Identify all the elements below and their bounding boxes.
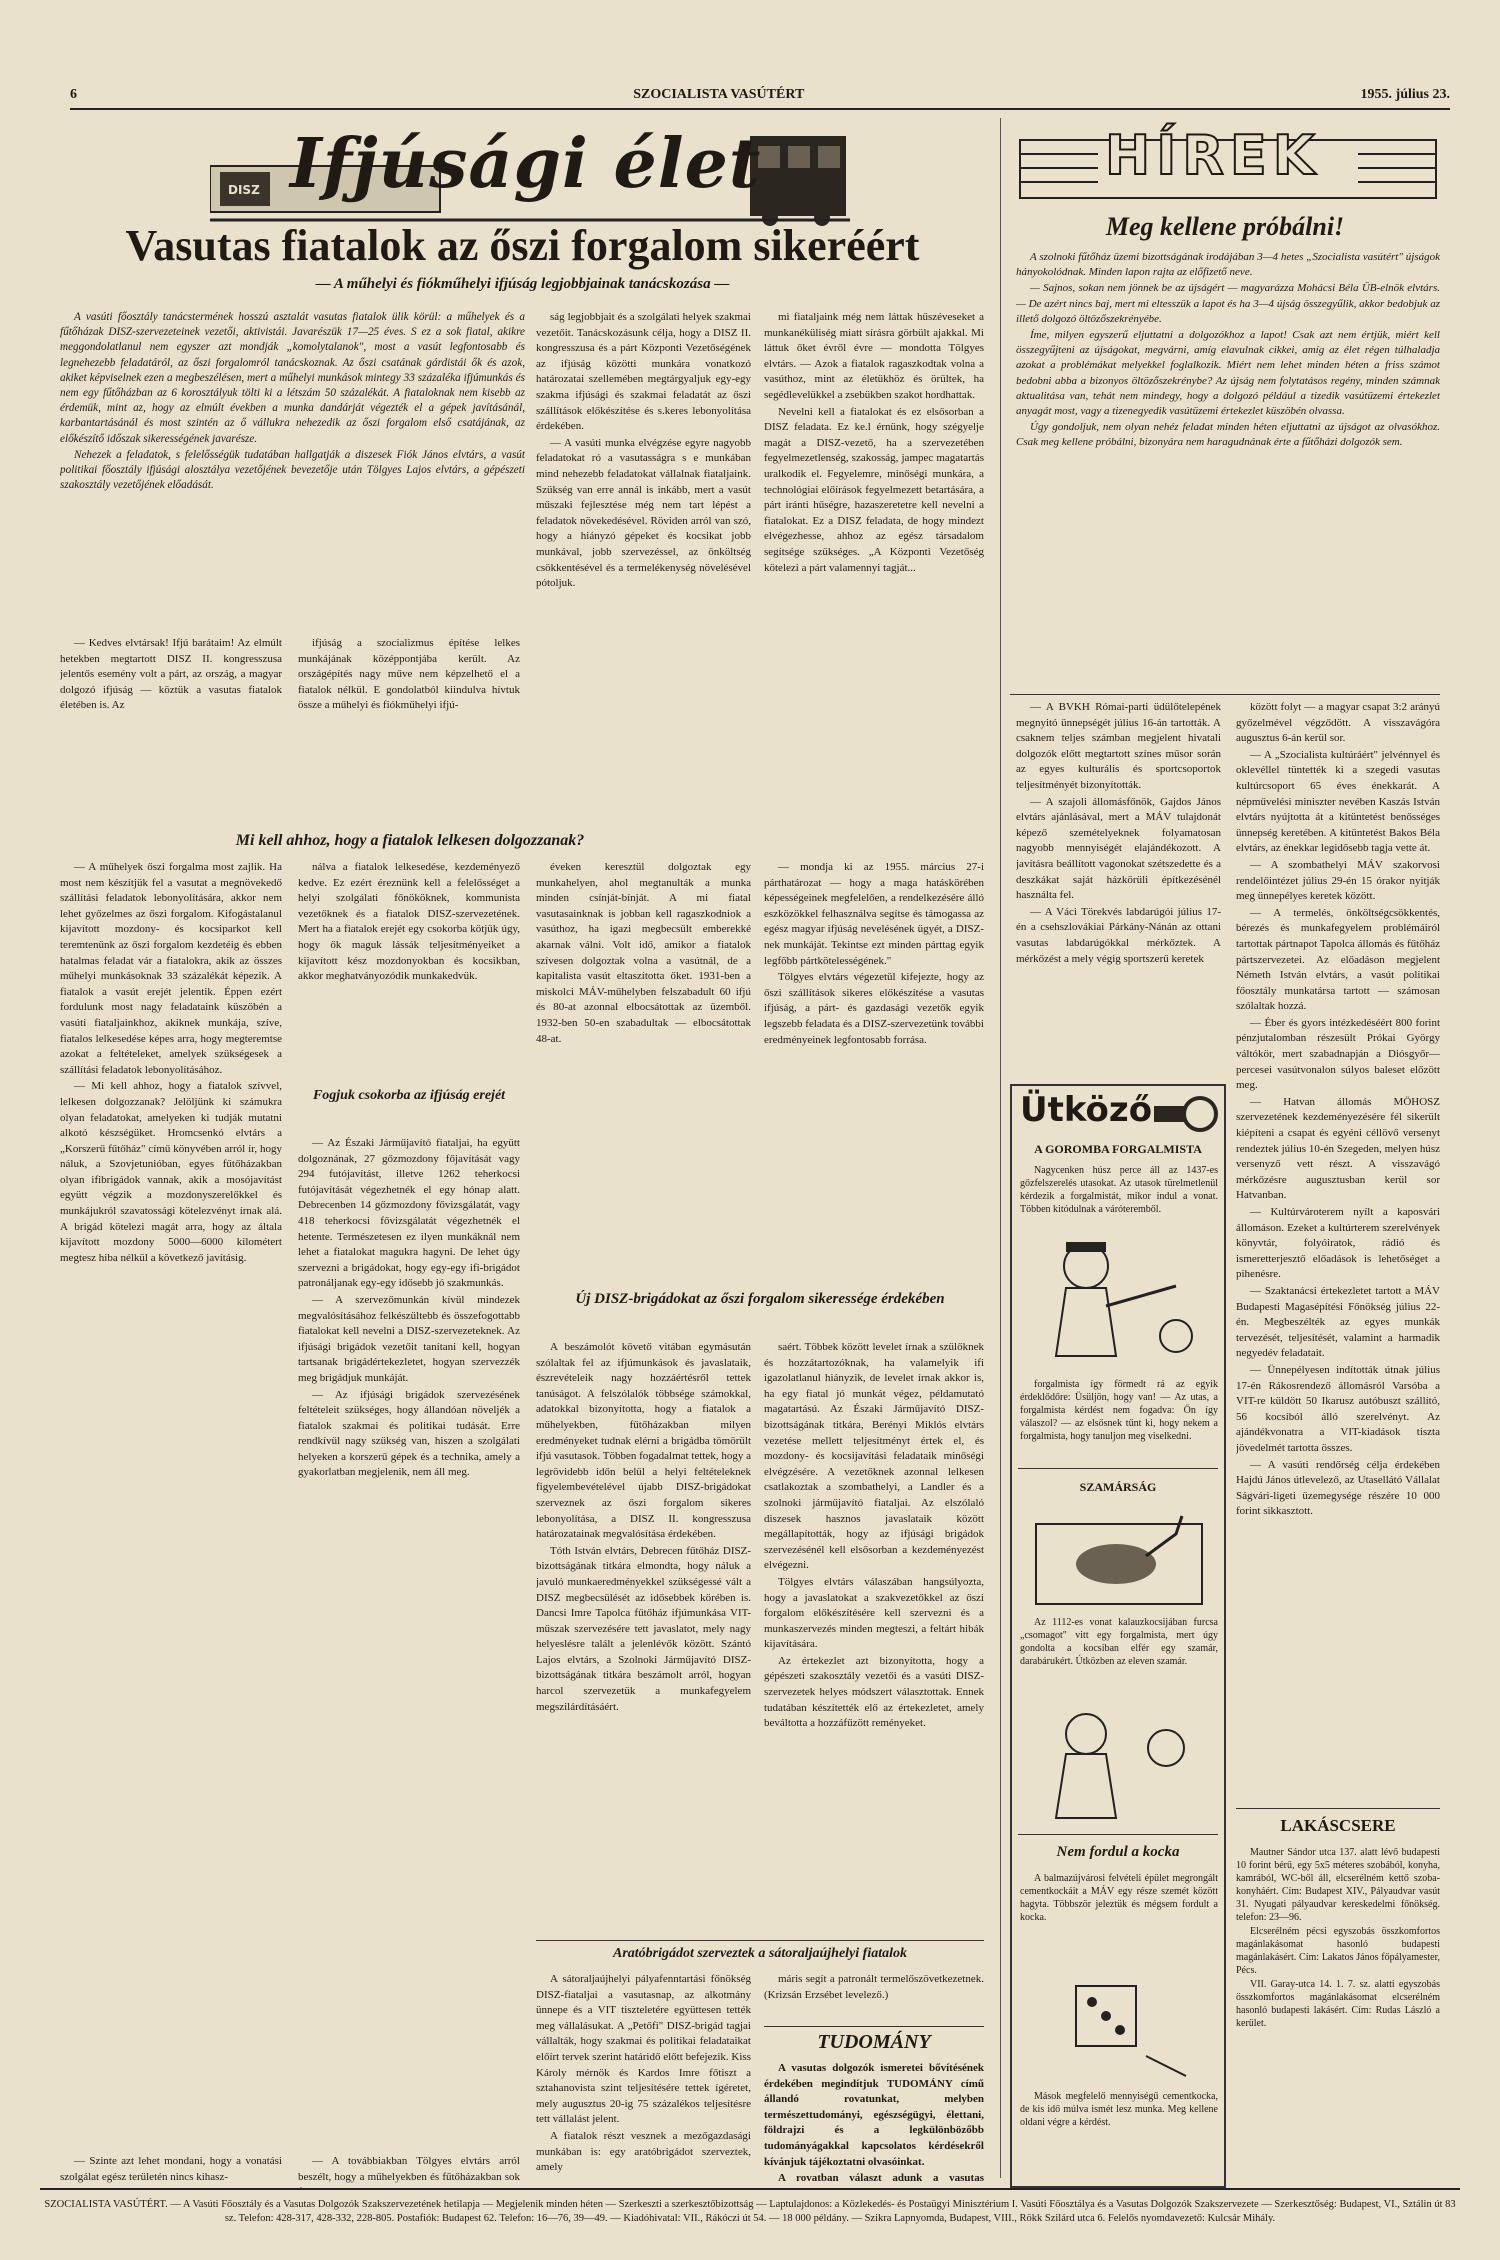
utkozo-item-text	[1020, 2090, 1218, 2184]
sub-article-column	[536, 1972, 751, 2188]
body-paragraph: A vasutas dolgozók ismeretei bővítésének érdekében megindítjuk TUDOMÁNY című állandó rovatunkat, melyben természettudományi, egészségügyi, élettani, földrajzi és a legkülönbözőbb tudományágakkal kapcsolatos kérdésekről kívánjuk tájékoztatni olvasóinkat.	[764, 2062, 984, 2168]
utkozo-item-title: A GOROMBA FORGALMISTA	[1034, 1142, 1202, 1156]
utkozo-paragraph: A balmazújvárosi felvételi épület megrongált cementkockáit a MÁV egy része szemét között hagyta. Többször jeleztük és mégsem fordult a kocka.	[1020, 1873, 1218, 1923]
lead-body-column	[536, 860, 751, 1280]
news-item: között folyt — a magyar csapat 3:2 arányú győzelmével végződött. A visszavágóra augusztus 6-án kerül sor.	[1236, 701, 1440, 745]
body-paragraph: A sátoraljaújhelyi pályafenntartási főnökség DISZ-fiataljai a vasutasnap, az alkotmány ünnepe és a VIT tiszteletére együttesen tették meg vállalásukat. A „Petőfi" DISZ-brigád tagjai vállalták, hogy szakmai és politikai feladataikat előírt tervek szerint határidő előtt befejezik. Kiss Károly mérnök és Kardos Imre főtiszt a sztahanovista szint teljesítésére tettek ígéretet, mely augusztus 20-ig 75 százalékos teljesítésre tett vállalást jelent.	[536, 1973, 751, 2126]
body-paragraph: A rovatban választ adunk a vasutas	[778, 2172, 984, 2185]
lead-body-column	[298, 1136, 520, 2156]
page-number: 6	[70, 87, 77, 102]
utkozo-paragraph: forgalmista így förmedt rá az egyik érdeklődőre: Üsüljön, hogy van! — Az utas, a forgalmista kérdést nem fogadva: Ön így válaszol? — az elsősnek tűnt ki, hogy nekem a forgalmista, hogy tanuljon meg viselkedni.	[1020, 1379, 1218, 1442]
lakascsere-item: VII. Garay-utca 14. 1. 7. sz. alatti egyszobás összkomfortos magánlakásomat elcserélném hasonló budapesti lakásért. Cím: Rudas László a kerület.	[1236, 1979, 1440, 2029]
youth-life-section	[60, 118, 985, 2188]
news-item: — A szombathelyi MÁV szakorvosi rendelőintézet július 29-én 15 órakor nyitják meg ünnepélyes keretek között.	[1236, 858, 1440, 903]
news-section	[1010, 118, 1450, 2188]
sub-article-tail	[764, 1972, 984, 2022]
body-paragraph: ság legjobbjait és a szolgálati helyek szakmai vezetőit. Tanácskozásunk célja, hogy a DISZ II. kongresszusa és a párt Központi Vezetőségének az ifjúság közötti munkára vonatkozó határozatai szellemében megtárgyaljuk egy-egy szakma ifjúsági és szakmai feladatát az őszi szállítások előkészítése és s.keres lebonyolítása érdekében.	[536, 311, 751, 433]
utkozo-divider	[1018, 1468, 1218, 1469]
body-paragraph: ifjúság a szocializmus építése lelkes munkájának középpontjába került. Az országépítés nagy műve nem képzelhető el a fiatalok nélkül. E gondolatból kiindulva hívtuk össze a műhelyi és fiókműhelyi ifjú-	[298, 637, 520, 712]
body-paragraph: — mondja ki az 1955. március 27-i párthatározat — hogy a maga hatáskörében képességeinek megfelelően, a rendelkezésére álló eszközökkel felhasználva segítse és támogassa az egész magyar ifjúság nevelésének ügyét, a DISZ-nek munkáját. Tekintse ezt minden párttag egyik legfőbb pártkötelességének."	[764, 861, 984, 967]
news-item: — A Váci Törekvés labdarúgói július 17-én a csehszlovákiai Párkány-Nánán az ottani vasutas labdarúgókkal mérkőztek. A mérkőzést a mely végig sportszerű keretek	[1016, 905, 1221, 965]
body-paragraph: nálva a fiatalok lelkesedése, kezdeményező kedve. Ez ezért éreznünk kell a felelősséget a helyi szolgálati főnököknek, kommunista vezetőknek és a fiatalok DISZ-szervezetének. Mert ha a fiatalok erejét egy csokorba kötjük úgy, hogy ők maguk lássák teljesítményeiket a kijavított kész mozdonyokban és kocsikban, akkor meghatványozódik munkakedvük.	[298, 861, 520, 983]
lead-body-column	[764, 310, 984, 832]
feature-paragraph: A szolnoki fűtőház üzemi bizottságának irodájában 3—4 hetes „Szocialista vasútért" újságok hányokolódnak. Minden lapon rajta az előfizető neve.	[1016, 251, 1440, 279]
body-paragraph: A beszámolót követő vitában egymásután szólaltak fel az ifjúmunkások és javaslataik, észrevételeik nagy hozzáértésről tettek tanúságot. A felszólalók többsége számokkal, adatokkal bizonyította, hogy a fiatalok a műhelyekben, fűtőházakban milyen eredményeket tudnak elérni a brigádba tömörült ifjú vasutasok. Többen fogadalmat tettek, hogy a legrövidebb időn belül a helyi feltételeknek figyelembevételével újabb DISZ-brigádokat szerveznek az őszi forgalom sikeres lebonyolítása, a DISZ II. kongresszusa határozatainak megvalósítása érdekében.	[536, 1341, 751, 1541]
body-paragraph: máris segít a patronált termelőszövetkezetnek. (Krizsán Erzsébet levelező.)	[764, 1973, 984, 2001]
masthead	[70, 82, 1450, 108]
subsection-heading: Új DISZ-brigádokat az őszi forgalom sikeressége érdekében	[575, 1291, 945, 1307]
news-column-right	[1236, 700, 1440, 1800]
intro-paragraph: Nehezek a feladatok, s felelősségük tudatában hallgatják a diszesek Fiók János elvtárs, a vasút politikai főosztály ifjúsági alosztálya vezetőjének bevezetője után Tölgyes Lajos elvtárs, a gépészeti szakosztály vezetőjének előadását.	[60, 448, 525, 492]
sub-article-headline: Aratóbrigádot szerveztek a sátoraljaújhelyi fiatalok	[612, 1946, 907, 1961]
news-item: — Szaktanácsi értekezletet tartott a MÁV Budapesti Magasépítési Főnökség július 22-én. Megbeszélték az egyes munkák tervezését, teljesítését, valamint a harmadik negyedév feladatait.	[1236, 1284, 1440, 1360]
tudomany-title: TUDOMÁNY	[817, 2031, 931, 2053]
news-item: — Hatvan állomás MÖHOSZ szervezetének kezdeményezésére fél sikerült kiépíteni a csapat és egyéni céllövő versenyt rendeztek július 10-én Szegeden, melyen húsz versenyző vett részt. A visszavágó mérkőzésre augusztusban kerül sor Hatvanban.	[1236, 1095, 1440, 1202]
tudomany-box	[764, 2026, 984, 2188]
body-paragraph: Az értekezlet azt bizonyította, hogy a gépészeti szakosztály vezetői és a vasúti DISZ-szervezetek helyes módszert választottak. Ennek tudatában készítették elő az értekezletet, amely beváltotta a hozzáfűzött reményeket.	[764, 1654, 984, 1730]
lead-body-column	[536, 1340, 751, 1936]
tudomany-body	[764, 2061, 984, 2189]
subsection-heading: Mi kell ahhoz, hogy a fiatalok lelkesen dolgozzanak?	[235, 832, 585, 849]
news-item: — A vasúti rendőrség célja érdekében Hajdú János útlevelező, az Utasellátó Vállalat Ságvári-ligeti üzemegysége részére 10 000 forint sikkasztott.	[1236, 1458, 1440, 1518]
utkozo-box	[1010, 1084, 1226, 2188]
lakascsere-column	[1236, 1846, 1440, 2188]
lead-subhead: — A műhelyi és fiókműhelyi ifjúság legjobbjainak tanácskozása —	[315, 276, 730, 292]
utkozo-paragraph: Nagycenken húsz perce áll az 1437-es gőzfelszerelés utasokat. Az utasok türelmetlenül kérdezik a forgalmistát, mikor indul a vonat. Többen kitódulnak a váróteremből.	[1020, 1165, 1218, 1215]
news-item: — A szajoli állomásfőnök, Gajdos János elvtárs ajánlásával, mert a MÁV tulajdonát képező szemételyeknek folyamatosan nagyobb mennyiségét elajándékozott. A javításra beállított vagonokat szétszedette és a deszkákat saját házkörüli építkezésénél használta fel.	[1016, 795, 1221, 902]
lakascsere-divider	[1236, 1808, 1440, 1809]
dice-illustration	[1026, 1966, 1212, 2086]
body-paragraph: A fiatalok részt vesznek a mezőgazdasági munkában is: egy aratóbrigádot szerveztek, amely	[536, 2129, 751, 2174]
column-separator	[1000, 118, 1001, 2178]
utkozo-item-title: Nem fordul a kocka	[1056, 1844, 1180, 1860]
feature-paragraph: — Sajnos, sokan nem jönnek be az újságért — magyarázza Mohácsi Béla ÜB-elnök elvtárs. — De azért nincs baj, mert mi eltesszük a lapot és ha 3—4 újság összegyűlik, akkor bedobjuk az illető dolgozó öltözőszekrényébe.	[1016, 282, 1440, 325]
utkozo-item-text	[1020, 1616, 1218, 1696]
body-paragraph: — A továbbiakban Tölgyes elvtárs arról beszélt, hogy a műhelyekben és fűtőházakban sok	[298, 2155, 520, 2183]
utkozo-paragraph: Mások megfelelő mennyiségű cementkocka, de kis idő múlva ismét lesz munka. Meg kellene oldani végre a kérdést.	[1020, 2091, 1218, 2128]
goroma-forgalmista-illustration	[1026, 1226, 1212, 1376]
utkozo-item-text	[1020, 1164, 1218, 1224]
body-paragraph: mi fiataljaink még nem láttak hűszéveseket a munkanéküliség miatt sírásra görbült ajakkal. Mi láttuk őket évről évre — mondotta Tölgyes elvtárs. — Azok a fiatalok ragaszkodtak volna a vasúthoz, mint az életükhöz és örültek, ha segédlevelükkel a zsebükben szakot hordhattak.	[764, 311, 984, 401]
body-paragraph: saért. Többek között levelet írnak a szülőknek és hozzátartozóknak, ha valamelyik ifi igazolatlanul hiányzik, de levelet írnak akkor is, ha egy fiatal jó munkát végez, példamutató magatartású. Az Északi Járműjavító DISZ-bizottságának titkára, Berényi Miklós elvtárs vezetése mellett teljesítményt értek el, és mozdony- és kocsijavítási feladataik minőségi elvégzésére. A vezetőknek azonnal lelkesen csatlakoztak a szombathelyi, a Landler és a szolnoki járműjavító fiataljai. Az elszólaló diszesek hasznos javaslataik között megállapították, hogy az ifjúsági brigádok szervezésénél kell elsősorban a kezdeményezést elvégezni.	[764, 1341, 984, 1572]
body-paragraph: — Kedves elvtársak! Ifjú barátaim! Az elmúlt hetekben megtartott DISZ II. kongresszusa jelentős esemény volt a párt, az ország, a magyar dolgozó ifjúság — köztük a vasutas fiatalok életében is. Az	[60, 637, 282, 712]
footer-imprint	[40, 2188, 1460, 2242]
utkozo-item-title: SZAMÁRSÁG	[1079, 1480, 1157, 1494]
body-paragraph: — Szinte azt lehet mondani, hogy a vonatási szolgálat egész területén nincs kihasz-	[60, 2155, 282, 2183]
utkozo-paragraph: Az 1112-es vonat kalauzkocsijában furcsa „csomagot" vitt egy forgalmista, mert úgy gondolta a kocsiban elfér egy szamár, darabárukért. Útközben az eleven szamár.	[1020, 1617, 1218, 1667]
lead-headline: Vasutas fiatalok az őszi forgalom sikeréért	[125, 221, 920, 270]
lead-intro	[60, 310, 525, 630]
lakascsere-title: LAKÁSCSERE	[1280, 1816, 1396, 1835]
footer-text: SZOCIALISTA VASÚTÉRT. — A Vasúti Főosztály és a Vasutas Dolgozók Szakszervezetének hetilapja — Megjelenik minden héten — Szerkeszti a szerkesztőbizottság — Laptulajdonos: a Közlekedés- és Postaügyi Minisztérium I. Vasúti Főosztálya és a Vasutas Dolgozók Szakszervezete — Szerkesztőség: Budapest, VI., Sztálin út 83 sz. Telefon: 428-317, 428-332, 228-805. Postafiók: Budapest 62. Telefon: 16—76, 39—49. — Kiadóhivatal: VII., Rákóczi út 54. — 18 000 példány. — Szikra Lapnyomda, Budapest, VIII., Rökk Szilárd utca 6. Felelős nyomdavezető: Kulcsár Mihály.	[44, 2199, 1456, 2224]
body-paragraph: — A műhelyek őszi forgalma most zajlik. Ha most nem készítjük fel a vasutat a megnövekedő szállítási feladatok lebonyolítására, akkor nem lehet győzelmes az őszi forgalom. Kifogástalanul kijavított mozdony- és kocsiparkot kell teremtenünk az őszi forgalom kezdetéig és ebben hatalmas feladat vár a fiatalokra, akik az összes műhelyi munkásoknak 33 százalékát képezik. A fiatalok a vasút erejét jelentik. Éppen ezért fordulunk most nagy feladataink küszöbén a vasúti fiataljainkhoz, akiknek munkája, szíve, fiatalos lelkesedése képes arra, hogy megteremtse azokat a feltételeket, amelyek szükségesek a szállítási feladatok lebonyolításához.	[60, 861, 282, 1076]
feature-body	[1016, 250, 1440, 690]
utkozo-item-text	[1020, 1872, 1218, 1962]
lead-body-column	[298, 860, 520, 1080]
feature-headline: Meg kellene próbálni!	[1105, 212, 1345, 241]
news-divider	[1010, 694, 1440, 695]
lakascsere-item: Mautner Sándor utca 137. alatt lévő budapesti 10 forint bérű, egy 5x5 méteres szobából, konyha, kamrából, WC-ből áll, elcserélném kettő szoba-konyháért. Cím: Budapest XIV., Pályaudvar vasút 31. Nyugati pályaudvar kereskedelmi főnökség. telefon: 23—96.	[1236, 1847, 1440, 1923]
subsection-heading: Fogjuk csokorba az ifjúság erejét	[312, 1088, 506, 1103]
lead-body-column	[536, 310, 751, 832]
article-divider	[536, 1940, 984, 1941]
news-item: — Kultúrvároterem nyílt a kaposvári állomáson. Ezeket a kultúrterem szerelvények könyvtár, folyóiratok, rádió és ismeretterjesztő előadások is lehetőséget a pihenésre.	[1236, 1206, 1440, 1281]
feature-paragraph: Úgy gondoljuk, nem olyan nehéz feladat minden héten eljuttatni az újságot az olvasókhoz. Csak meg kellene próbálni, bizonyára nem haragudnának érte a fűtőházi dolgozók sem.	[1016, 421, 1440, 449]
news-item: — Éber és gyors intézkedéséért 800 forint pénzjutalomban részesült Prókai György váltókör, mert szabadnapján a Diósgyőr—percesei vasútvonalon súlyos baleset előzött meg.	[1236, 1016, 1440, 1092]
body-paragraph: éveken keresztül dolgoztak egy munkahelyen, ahol megtanulták a munka minden csínját-bínját. A mi fiatal vasutasainknak is jobban kell ragaszkodniok a vasúthoz, ha igazi megbecsült emberekké akarnak válni. Volt idő, amikor a fiatalok szívesen dolgoztak volna a vasútnál, de a kapitalista vasút eltaszította őket. 1931-ben a miskolci MÁV-műhelyben felszabadult 60 ifjú és 80-at azonnal elbocsátottak az üzemből. 1932-ben 50-en szabadultak — elbocsátottak 48-at.	[536, 861, 751, 1045]
body-paragraph: — A vasúti munka elvégzése egyre nagyobb feladatokat ró a vasutasságra s e munkában mind nehezebb feladatokat vállalnak fiataljaink. Szükség van erre annál is inkább, mert a vasút műszaki fejlesztése még nem tart lépést a feladatok növekedésével. Röviden arról van szó, hogy a hiányzó gépeket és kocsikat jobb munkával, jobb szervezéssel, az önköltség csökkentésével és a termelékenység növelésével pótoljuk.	[536, 436, 751, 590]
utkozo-item-text	[1020, 1378, 1218, 1464]
feature-paragraph: Íme, milyen egyszerű eljuttatni a dolgozókhoz a lapot! Csak azt nem értjük, miért kell összegyűjteni az újságokat, megvárni, amíg elavulnak cikkei, amíg az élet régen túlhaladja azokat a problémákat melyekkel foglalkozik. Miért nem lehet minden héten a friss számot bedobni abba a bizonyos öltözőszekrénybe? Az újság nem folytatásos regény, minden számnak aktualitása van, tehát nem mindegy, hogy a dolgozó például a tizedik vasútüzemi értekezlet anyagát most, vagy a tizenegyedik vasútüzemi értekezlet küszöbén olvassa.	[1016, 329, 1440, 418]
lead-body-column	[298, 636, 520, 836]
utkozo-divider	[1018, 1834, 1218, 1835]
body-paragraph: Tóth István elvtárs, Debrecen fűtőház DISZ-bizottságának titkára elmondta, hogy náluk a javuló munkaeredményekkel szükségessé vált a DISZ megbecsülését az idősebbek körében is. Dancsi Imre Tapolca fűtőház ifjúmunkása VIT-műszak szervezésére tett javaslatot, mely nagy helyeslésre talált a jelenlévők között. Szántó Lajos elvtárs, a Szolnoki Járműjavító DISZ-bizottságának titkára beszámolt arról, hogyan harcol szervezetük a munkafegyelem megszilárdításáért.	[536, 1544, 751, 1713]
body-paragraph: — Az ifjúsági brigádok szervezésének feltételeit szükséges, hogy állandóan növeljék a fiatalok szakmai és politikai tudását. Erre rendkívül nagy szükség van, hiszen a szolgálati helyeken a korszerű gépek és a technika, amely a gyakorlatban megjelenik, nem áll meg.	[298, 1388, 520, 1479]
lead-body-column	[60, 2154, 282, 2188]
lead-body-column	[764, 1340, 984, 1936]
news-item: — Ünnepélyesen indították útnak július 17-én Rákosrendező állomásról Varsóba a VIT-re küldött 50 Ikarusz autóbuszt szállító, 56 kocsiból álló szerelvényt. Az ajándékvonatra a VIT-kiadások tiszta jövedelmét tartotta összes.	[1236, 1363, 1440, 1454]
paper-title: SZOCIALISTA VASÚTÉRT	[633, 87, 805, 102]
svg-text:DISZ: DISZ	[228, 183, 260, 197]
lead-body-column	[60, 636, 282, 836]
lakascsere-item: Elcserélném pécsi egyszobás összkomfortos magánlakásomat hasonló budapesti magánlakásért. Cím: Lakatos János főpályamester, Pécs.	[1236, 1926, 1440, 1976]
lead-body-column	[60, 860, 282, 2150]
lead-body-column	[764, 860, 984, 1280]
donkey-illustration	[1026, 1504, 1212, 1614]
buffer-icon	[1152, 1092, 1220, 1136]
intro-paragraph: A vasúti főosztály tanácstermének hosszú asztalát vasutas fiatalok ülik körül: a műhelyek és a fűtőházak DISZ-szervezeteinek vezetői, aktivistái. Javarészük 17—25 éves. S ez a sok fiatal, akikre meggondolatlanul nem egyszer azt mondják „komolytalanok", most a vasút legfontosabb és legnehezebb feladatáról, az őszi forgalomról tanácskoznak. Az őszi csatának gárdistái ők és azok, akiket képviselnek ezen a megbeszélésen, mert a műhelyi munkások mintegy 33 százaléka ifjúmunkás és nem egy fűtőházban az 6 korosztályuk tölti ki a létszám 50 százalékát. A fiataloknak nem kisebb az érdemük, mint az, hogy az elmúlt években a munka dandárját végezték el a gépek javításánál, karbantartásánál és most szintén az ő vállukra nehezedik az őszi forgalom első csatájának, az előkészítő időszak sikerességének javarésze.	[60, 311, 525, 445]
body-paragraph: Tölgyes elvtárs válaszában hangsúlyozta, hogy a javaslatokat a szakvezetőkkel az őszi forgalom előkészítésére kell szervezni és a munkaszervezés minden megteszi, a feltárt hibák kijavítására.	[764, 1575, 984, 1651]
body-paragraph: Nevelni kell a fiatalokat és ez elsősorban a DISZ feladata. Ez ke.l érnünk, hogy szégyelje magát a DISZ-vezető, ha a szervezetében fegyelmezetlenség, szakosság, jampec magatartás uralkodik el. Fegyelemre, minőségi munkára, a technológiai előírások fegyelmezett betartására, a párt iránti hűségre, hazaszeretetre kell nevelni a fiatalokat. Ez a DISZ feladata, de hogy mindezt elvégezhesse, ahhoz az egész társadalom segítsége szükséges. „A Központi Vezetőség kötelezi a párt valamennyi tagját...	[764, 405, 984, 574]
masthead-rule	[70, 108, 1450, 110]
news-column-left	[1016, 700, 1221, 1080]
news-item: — A BVKH Római-parti üdülőtelepének megnyitó ünnepségét július 16-án tartották. A csaknem teljes számban megjelent hivatali dolgozók előtt megtartott színes műsor során az egyes kulturális és sportcsoportok teljesítményét bizonyították.	[1016, 701, 1221, 791]
section-title: Ifjúsági élet	[290, 124, 762, 204]
utkozo-title: Ütköző	[1020, 1090, 1153, 1130]
issue-date: 1955. július 23.	[1360, 87, 1450, 102]
body-paragraph: — Az Északi Járműjavító fiataljai, ha együtt dolgoznának, 27 gőzmozdony főjavítását vagy 294 futójavítást, illetve 1262 teherkocsi futójavítását végezhetnék el egy hónap alatt. Debrecenben 14 gőzmozdony fővizsgálatát, vagy 418 teherkocsi fővizsgálatát végezhetnék el hetente. Természetesen ez ilyen munkáknál nem lehet a fiatalokat magukra hagyni. De lehet úgy szervezni a brigádokat, hogy egy-egy ifi-brigádot patronáljanak egy-egy idősebb jó szakmunkás.	[298, 1137, 520, 1290]
news-item: — A termelés, önköltségcsökkentés, bérezés és munkafegyelem problémáiról tartottak pártnapot Tapolca állomás és fűtőház pártszervezetei. Az előadáson megjelent Németh István elvtárs, a vasút politikai főosztály munkatársa tartott — számosan szólaltak hozzá.	[1236, 906, 1440, 1013]
body-paragraph: Tölgyes elvtárs végezetül kifejezte, hogy az őszi szállítások sikeres előkészítése a vasutas ifjúság, a párt- és gazdasági vezetők egyik legszebb feladata és a DISZ-szervezetünk további eredményeinek legfontosabb forrása.	[764, 971, 984, 1046]
body-paragraph: — Mi kell ahhoz, hogy a fiatalok szívvel, lelkesen dolgozzanak? Jelöljünk ki számukra olyan feladatokat, amelyeken ki tudják mutatni alkotó készségüket. Hromcsenkó elvtárs a „Korszerű fűtőház" című könyvében arról ír, hogy náluk, a Szovjetunióban, egyes fűtőházakban olyan ifibrigádok vannak, akik a mosójavítást együtt végzik a mozdonyszerelőkkel és munkájukról szavatossági kötelezvényt írnak alá. A brigád kötelezi magát arra, hogy az általa kijavított mozdony 5000—6000 kilométert megtesz hiba nélkül a következő javításig.	[60, 1080, 282, 1264]
dispatcher-illustration	[1026, 1698, 1212, 1828]
lead-body-column	[298, 2154, 520, 2188]
hirek-title: HÍREK	[1105, 124, 1321, 187]
body-paragraph: — A szervezőmunkán kívül mindezek megvalósításához felkészültebb és összefogottabb fiatalokat kell nevelni a DISZ-szervezeteknek. Az ifjúsági brigádok vezetőit tanítani kell, hogyan tartsanak brigádértekezletet, hogyan szervezzék meg brigádjuk munkáját.	[298, 1293, 520, 1384]
news-item: — A „Szocialista kultúráért" jelvénnyel és oklevéllel tüntették ki a szegedi vasutas kultúrcsoport 65 éves énekkarát. A népművelési miniszter nevében Kaszás István elvtárs nyújtotta át a kitüntetést benősséges ünnepség keretében. A kitüntetést Bakos Béla elvtárs, az énekkar legidősebb tagja vette át.	[1236, 748, 1440, 855]
